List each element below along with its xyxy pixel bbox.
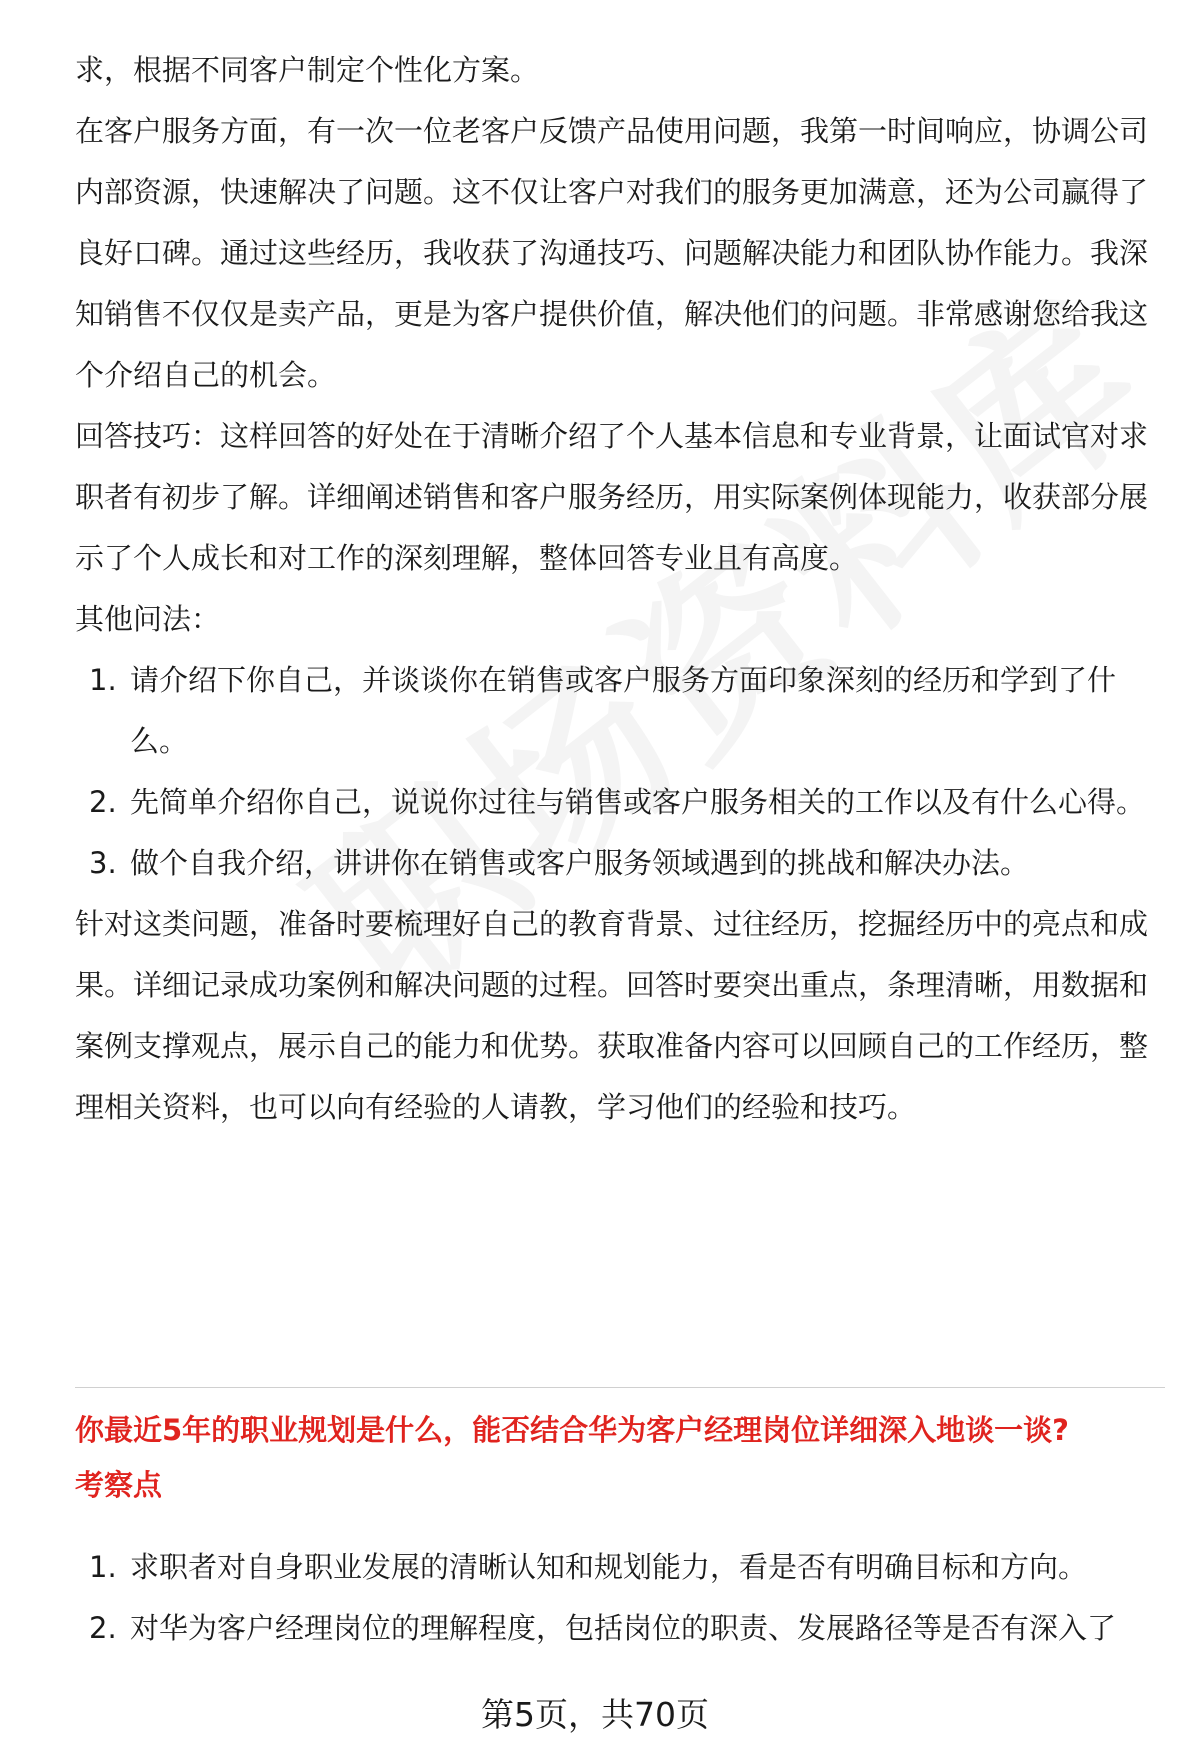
list-item-number: 1. — [89, 663, 117, 697]
paragraph-continuation: 求，根据不同客户制定个性化方案。 — [75, 53, 540, 87]
list-item-number: 1. — [89, 1550, 117, 1584]
list-item-text: 对华为客户经理岗位的理解程度，包括岗位的职责、发展路径等是否有深入了 — [130, 1611, 1117, 1645]
assessment-points-heading: 考察点 — [75, 1468, 163, 1502]
question-heading: 你最近5年的职业规划是什么，能否结合华为客户经理岗位详细深入地谈一谈? — [75, 1413, 1070, 1447]
paragraph-preparation-advice: 针对这类问题，准备时要梳理好自己的教育背景、过往经历，挖掘经历中的亮点和成果。详细记录成功案例和解决问题的过程。回答时要突出重点，条理清晰，用数据和案例支撑观点，展示自己的能力和优势。获取准备内容可以回顾自己的工作经历，整理相关资料，也可以向有经验的人请教，学习他们的经验和技巧。 — [75, 907, 1149, 1124]
list-item-number: 2. — [89, 785, 117, 819]
other-questions-list — [75, 650, 1165, 894]
page-footer: 第5页，共70页 — [481, 1695, 709, 1734]
list-item-text: 请介绍下你自己，并谈谈你在销售或客户服务方面印象深刻的经历和学到了什么。 — [130, 663, 1117, 758]
list-item — [75, 833, 1165, 894]
list-item-number: 2. — [89, 1611, 117, 1645]
paragraph-other-questions-label: 其他问法： — [75, 602, 221, 636]
list-item — [75, 1537, 1165, 1598]
list-item-number: 3. — [89, 846, 117, 880]
main-content — [75, 40, 1165, 1138]
section-divider — [75, 1387, 1165, 1388]
list-item — [75, 650, 1165, 772]
assessment-points-list — [75, 1537, 1165, 1659]
list-item — [75, 772, 1165, 833]
list-item-text: 求职者对自身职业发展的清晰认知和规划能力，看是否有明确目标和方向。 — [130, 1550, 1088, 1584]
list-item — [75, 1598, 1165, 1659]
paragraph-answer-tips: 回答技巧：这样回答的好处在于清晰介绍了个人基本信息和专业背景，让面试官对求职者有初步了解。详细阐述销售和客户服务经历，用实际案例体现能力，收获部分展示了个人成长和对工作的深刻理解，整体回答专业且有高度。 — [75, 419, 1149, 575]
list-item-text: 做个自我介绍，讲讲你在销售或客户服务领域遇到的挑战和解决办法。 — [130, 846, 1030, 880]
list-item-text: 先简单介绍你自己，说说你过往与销售或客户服务相关的工作以及有什么心得。 — [130, 785, 1146, 819]
paragraph-customer-service: 在客户服务方面，有一次一位老客户反馈产品使用问题，我第一时间响应，协调公司内部资源，快速解决了问题。这不仅让客户对我们的服务更加满意，还为公司赢得了良好口碑。通过这些经历，我收获了沟通技巧、问题解决能力和团队协作能力。我深知销售不仅仅是卖产品，更是为客户提供价值，解决他们的问题。非常感谢您给我这个介绍自己的机会。 — [75, 114, 1149, 392]
